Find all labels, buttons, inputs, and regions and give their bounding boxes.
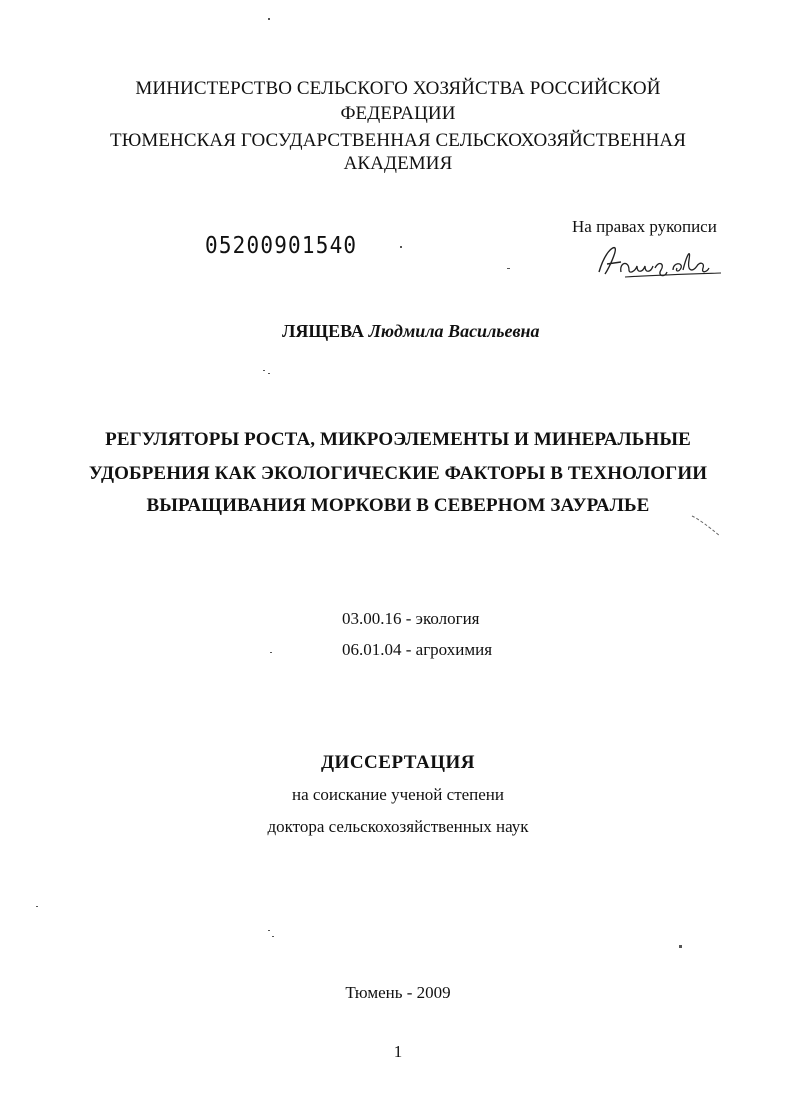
scan-speck [272, 936, 274, 937]
academy-line-2: АКАДЕМИЯ [343, 153, 453, 174]
ministry-line-2: ФЕДЕРАЦИИ [340, 103, 456, 124]
scan-stroke-mark [690, 512, 724, 540]
scan-speck [270, 652, 272, 653]
archive-code: 05200901540 [205, 231, 358, 259]
title-line-1: РЕГУЛЯТОРЫ РОСТА, МИКРОЭЛЕМЕНТЫ И МИНЕРАЛЬНЫЕ [105, 429, 691, 450]
degree-line-1: на соискание ученой степени [291, 785, 505, 804]
manuscript-rights-label: На правах рукописи [572, 217, 717, 236]
academy-line-1: ТЮМЕНСКАЯ ГОСУДАРСТВЕННАЯ СЕЛЬСКОХОЗЯЙСТВЕННАЯ [109, 130, 686, 151]
title-line-2: УДОБРЕНИЯ КАК ЭКОЛОГИЧЕСКИЕ ФАКТОРЫ В ТЕХНОЛОГИИ [88, 463, 708, 484]
author-surname: ЛЯЩЕВА [282, 321, 365, 341]
place-year: Тюмень - 2009 [345, 983, 451, 1002]
scan-speck [268, 930, 270, 931]
scan-speck [400, 246, 402, 248]
specialty-agrochemistry: 06.01.04 - агрохимия [342, 640, 493, 659]
scan-speck [679, 945, 682, 948]
signature-icon [595, 242, 725, 282]
scan-speck [507, 268, 510, 269]
author-name [282, 321, 540, 342]
scan-speck [268, 373, 270, 374]
scan-speck [263, 370, 265, 371]
document-type-heading: ДИССЕРТАЦИЯ [320, 752, 476, 773]
title-line-3: ВЫРАЩИВАНИЯ МОРКОВИ В СЕВЕРНОМ ЗАУРАЛЬЕ [146, 495, 650, 516]
page-number: 1 [393, 1042, 403, 1061]
scan-speck [36, 906, 38, 907]
author-given-names: Людмила Васильевна [368, 321, 540, 341]
ministry-line-1: МИНИСТЕРСТВО СЕЛЬСКОГО ХОЗЯЙСТВА РОССИЙСКОЙ [135, 78, 661, 99]
specialty-ecology: 03.00.16 - экология [342, 609, 480, 628]
scan-speck [268, 18, 270, 20]
degree-line-2: доктора сельскохозяйственных наук [267, 817, 529, 836]
